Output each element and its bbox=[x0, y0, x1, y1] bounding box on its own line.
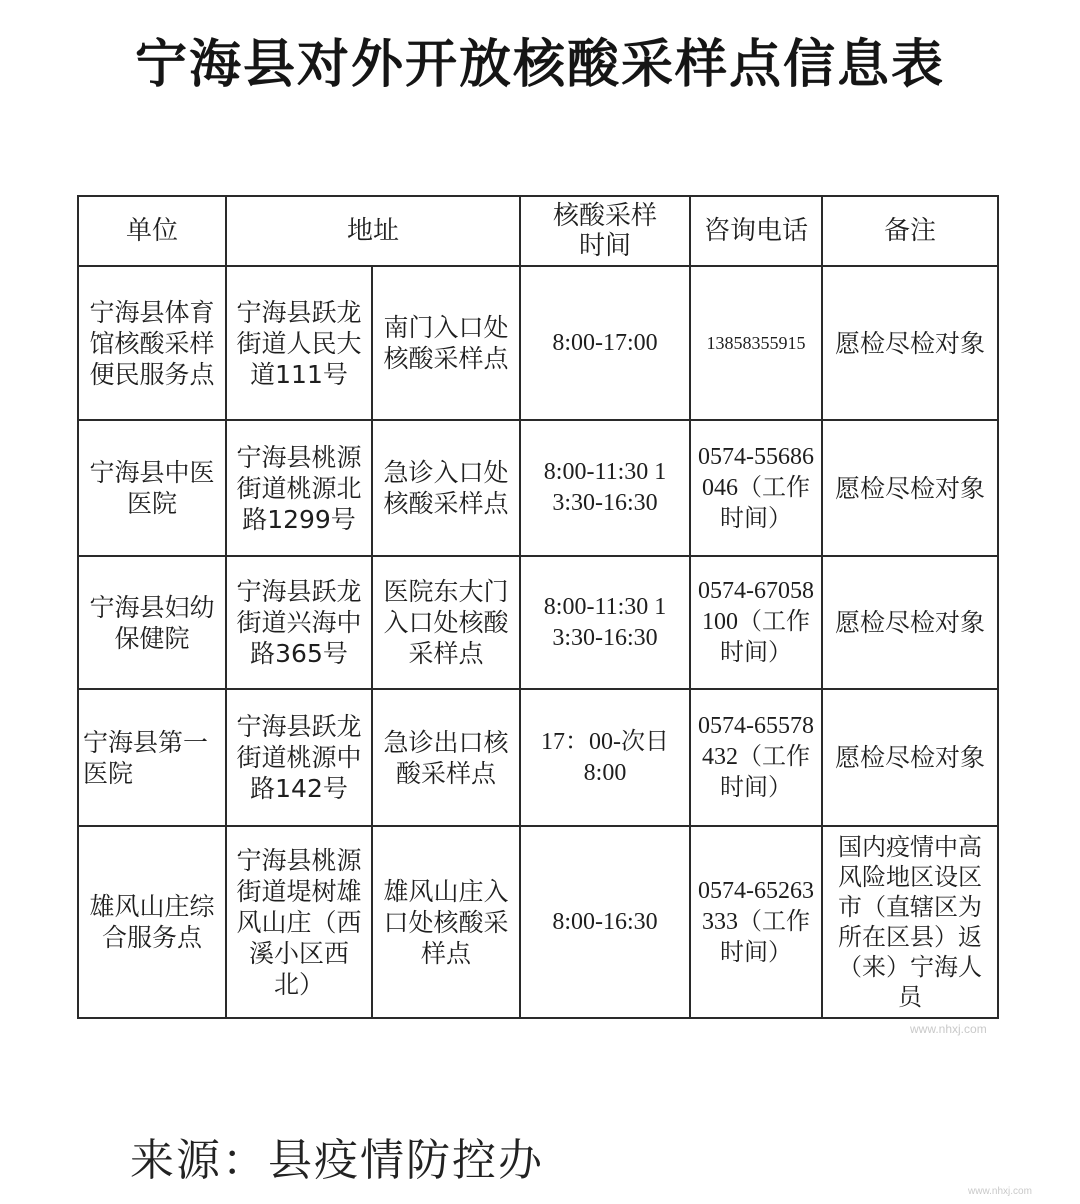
cell-entrance bbox=[372, 266, 520, 420]
cell-time bbox=[520, 826, 690, 1018]
note-text: 愿检尽检对象 bbox=[835, 608, 986, 637]
note-text: 愿检尽检对象 bbox=[835, 743, 986, 772]
sampling-sites-table bbox=[77, 195, 999, 1019]
note-text: 国内疫情中高风险地区设区市（直辖区为所在区县）返（来）宁海人员 bbox=[838, 833, 983, 1011]
cell-entrance bbox=[372, 420, 520, 556]
unit-text: 雄风山庄综合服务点 bbox=[89, 892, 215, 952]
cell-phone bbox=[690, 420, 822, 556]
address-text: 宁海县桃源街道桃源北路1299号 bbox=[236, 442, 362, 534]
cell-address bbox=[226, 266, 372, 420]
header-address: 地址 bbox=[226, 196, 520, 266]
cell-address bbox=[226, 689, 372, 826]
table-row bbox=[78, 556, 998, 689]
unit-text: 宁海县第一医院 bbox=[83, 727, 209, 788]
header-phone: 咨询电话 bbox=[690, 196, 822, 266]
table-header-row bbox=[78, 196, 998, 266]
phone-text: 0574-67058100（工作时间） bbox=[698, 578, 815, 666]
table-row bbox=[78, 826, 998, 1018]
unit-text: 宁海县妇幼保健院 bbox=[89, 592, 215, 653]
time-text: 8:00-11:30 13:30-16:30 bbox=[543, 459, 667, 516]
time-text: 8:00-16:30 bbox=[552, 908, 658, 935]
cell-phone bbox=[690, 266, 822, 420]
cell-note bbox=[822, 826, 998, 1018]
unit-text: 宁海县体育馆核酸采样便民服务点 bbox=[89, 297, 215, 389]
cell-note bbox=[822, 266, 998, 420]
cell-unit bbox=[78, 826, 226, 1018]
cell-entrance bbox=[372, 826, 520, 1018]
cell-note bbox=[822, 689, 998, 826]
cell-phone bbox=[690, 556, 822, 689]
cell-time bbox=[520, 556, 690, 689]
cell-phone bbox=[690, 826, 822, 1018]
cell-address bbox=[226, 556, 372, 689]
entrance-text: 急诊入口处核酸采样点 bbox=[383, 458, 509, 518]
entrance-text: 南门入口处核酸采样点 bbox=[383, 313, 509, 373]
address-text: 宁海县跃龙街道兴海中路365号 bbox=[236, 577, 362, 668]
phone-text: 13858355915 bbox=[706, 332, 806, 353]
note-text: 愿检尽检对象 bbox=[835, 473, 986, 503]
page-title: 宁海县对外开放核酸采样点信息表 bbox=[134, 35, 945, 95]
cell-phone bbox=[690, 689, 822, 826]
table-row bbox=[78, 420, 998, 556]
cell-time bbox=[520, 420, 690, 556]
cell-time bbox=[520, 689, 690, 826]
entrance-text: 雄风山庄入口处核酸采样点 bbox=[383, 876, 509, 968]
time-text: 8:00-17:00 bbox=[552, 329, 658, 356]
time-text: 17：00-次日8:00 bbox=[541, 728, 670, 786]
cell-entrance bbox=[372, 689, 520, 826]
header-note: 备注 bbox=[822, 196, 998, 266]
cell-time bbox=[520, 266, 690, 420]
address-text: 宁海县桃源街道堤树雄风山庄（西溪小区西北） bbox=[236, 845, 362, 999]
address-text: 宁海县跃龙街道人民大道111号 bbox=[236, 297, 362, 389]
entrance-text: 医院东大门入口处核酸采样点 bbox=[383, 577, 509, 668]
note-text: 愿检尽检对象 bbox=[835, 328, 986, 358]
cell-address bbox=[226, 420, 372, 556]
source-footer: 来源：县疫情防控办 bbox=[130, 1135, 544, 1186]
phone-text: 0574-65263333（工作时间） bbox=[698, 877, 815, 966]
phone-text: 0574-65578432（工作时间） bbox=[698, 713, 815, 801]
cell-unit bbox=[78, 420, 226, 556]
time-text: 8:00-11:30 13:30-16:30 bbox=[543, 593, 667, 651]
phone-text: 0574-55686046（工作时间） bbox=[698, 443, 815, 532]
cell-unit bbox=[78, 556, 226, 689]
cell-entrance bbox=[372, 556, 520, 689]
address-text: 宁海县跃龙街道桃源中路142号 bbox=[236, 712, 362, 803]
unit-text: 宁海县中医医院 bbox=[89, 458, 215, 518]
table-row bbox=[78, 689, 998, 826]
table-row bbox=[78, 266, 998, 420]
cell-unit bbox=[78, 266, 226, 420]
header-time-text: 核酸采样时间 bbox=[553, 201, 658, 261]
cell-unit bbox=[78, 689, 226, 826]
header-time bbox=[520, 196, 690, 266]
corner-watermark-url: www.nhxj.com bbox=[968, 1186, 1032, 1197]
watermark-url: www.nhxj.com bbox=[910, 1022, 987, 1036]
header-unit: 单位 bbox=[78, 196, 226, 266]
cell-address bbox=[226, 826, 372, 1018]
cell-note bbox=[822, 556, 998, 689]
cell-note bbox=[822, 420, 998, 556]
entrance-text: 急诊出口核酸采样点 bbox=[383, 727, 509, 788]
